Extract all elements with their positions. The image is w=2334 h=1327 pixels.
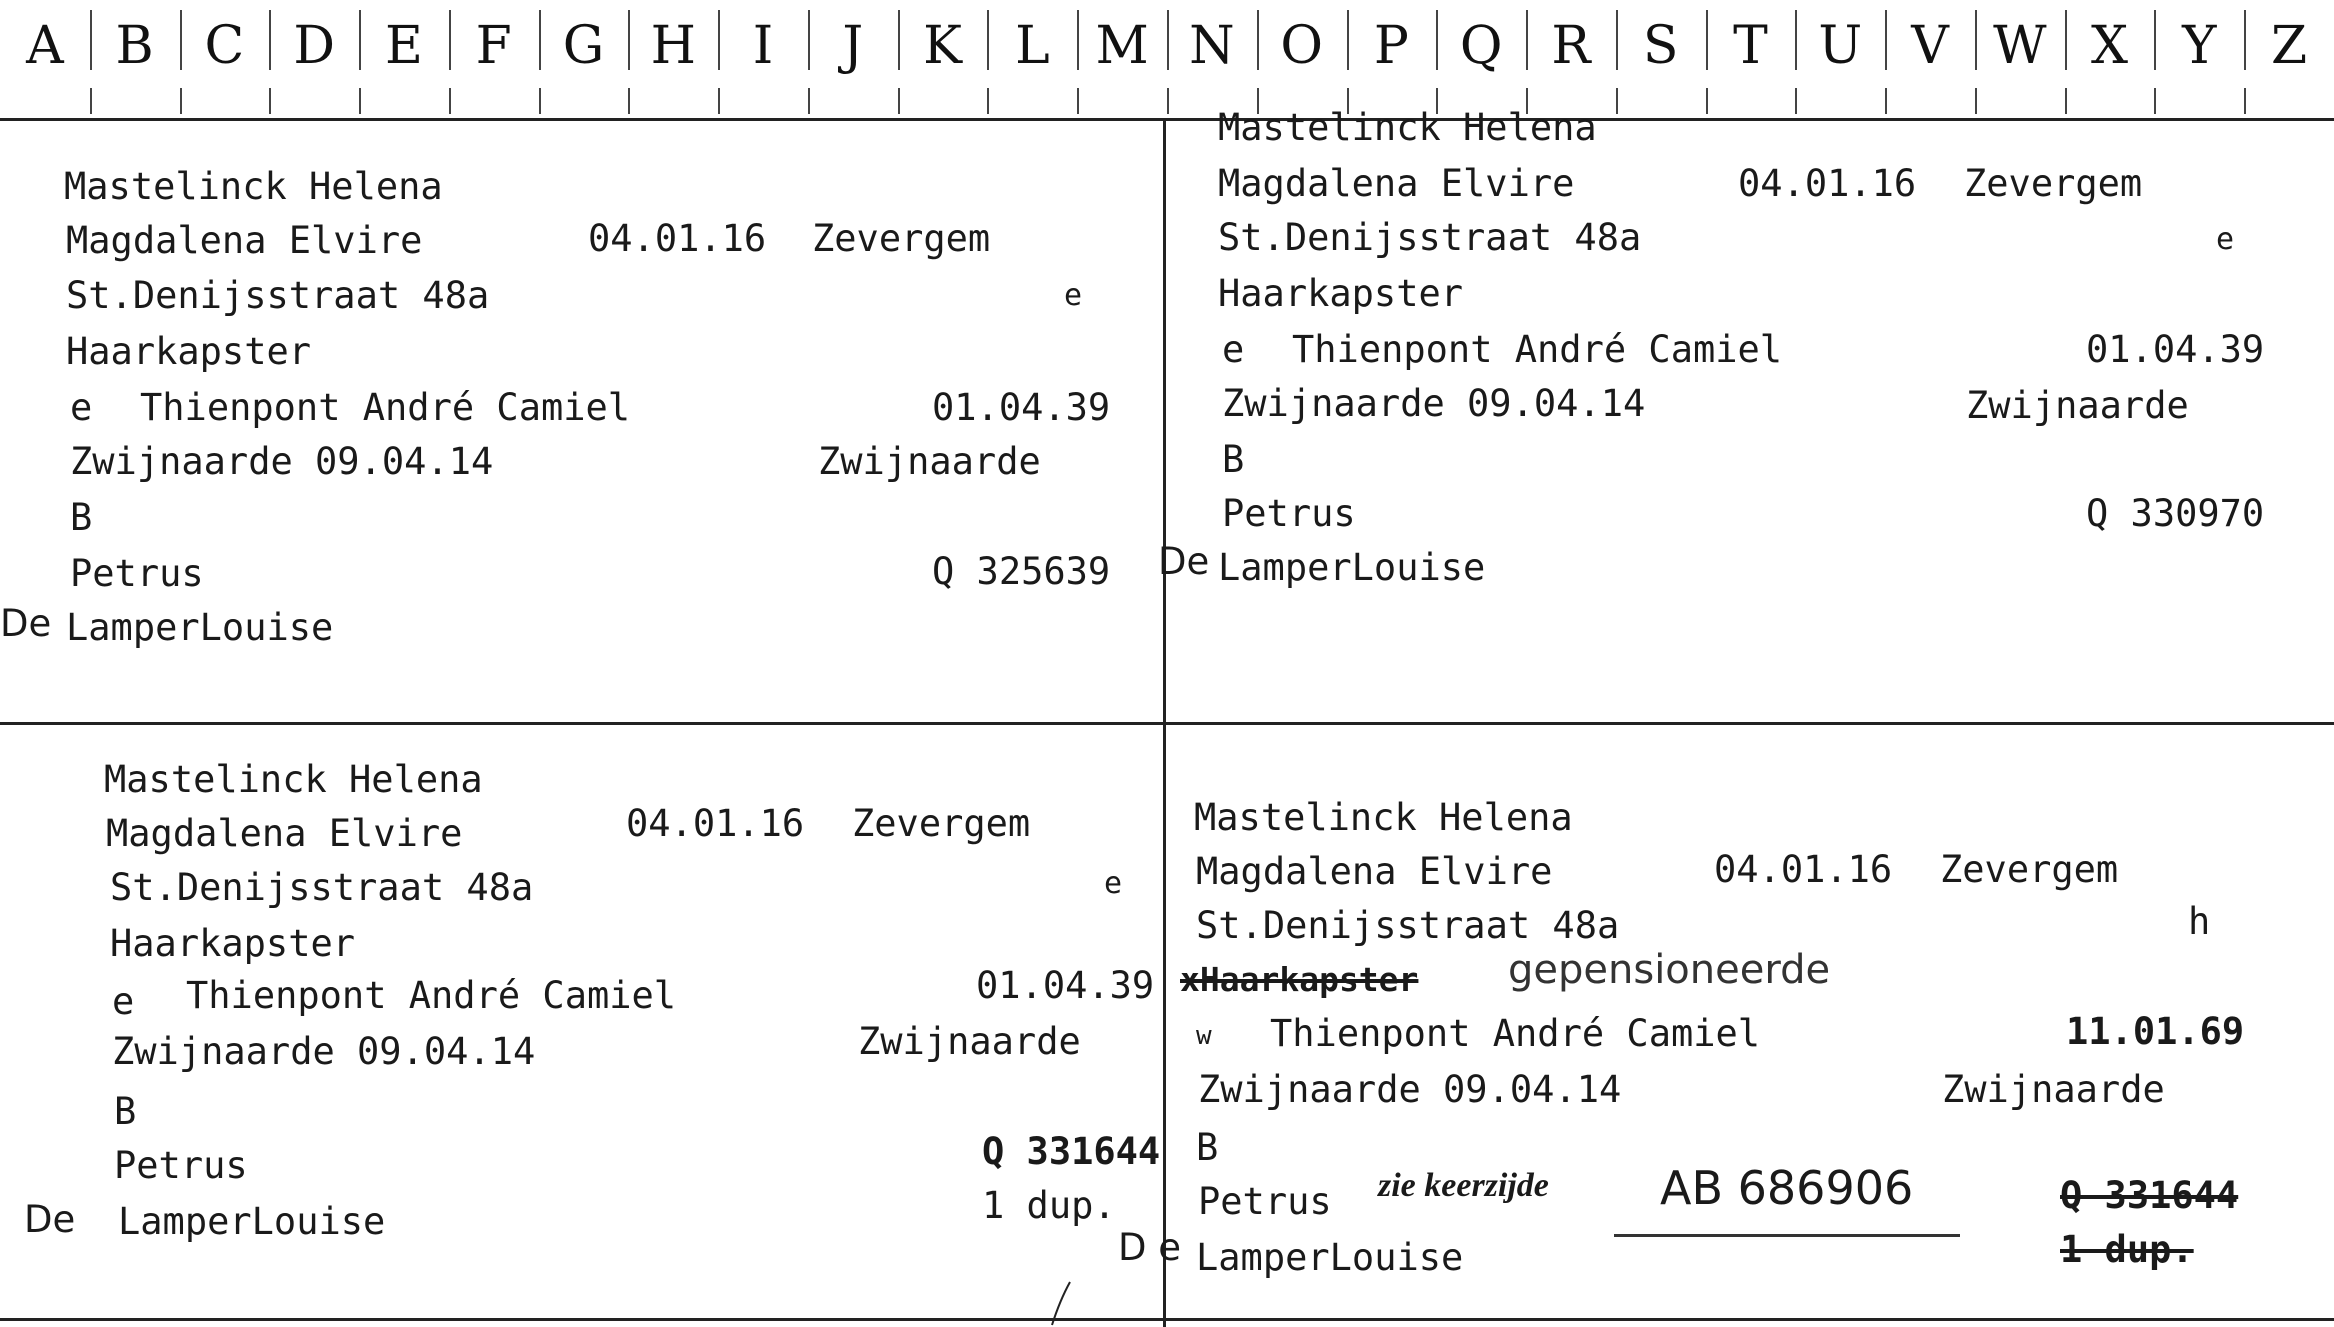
index-letter-m: M [1095, 16, 1149, 76]
card-code: B [1196, 1126, 1219, 1169]
index-letter-q: Q [1459, 16, 1503, 76]
index-separator [359, 10, 361, 70]
card-name-line2: Magdalena Elvire [66, 219, 423, 262]
card-birth-place: Zevergem [812, 217, 991, 260]
card-marital-mark: e [1064, 278, 1083, 313]
index-separator-lower [269, 88, 271, 114]
card-spouse-name: Thienpont André Camiel [1270, 1012, 1761, 1055]
card-birth-place: Zevergem [1940, 848, 2119, 891]
index-separator-lower [2154, 88, 2156, 114]
card-marriage-date: 11.01.69 [2066, 1010, 2245, 1053]
card-mother: LamperLouise [118, 1200, 386, 1243]
index-separator-lower [628, 88, 630, 114]
index-separator-lower [180, 88, 182, 114]
index-letter-s: S [1642, 16, 1679, 76]
index-separator [2065, 10, 2067, 70]
card-father: Petrus [1222, 492, 1356, 535]
card-name-line1: Mastelinck Helena [1218, 106, 1597, 149]
card-spouse-prefix: e [112, 980, 135, 1023]
card-marital-mark: e [2216, 222, 2235, 257]
index-separator-lower [359, 88, 361, 114]
index-letter-w: W [1993, 16, 2047, 76]
index-letter-u: U [1818, 16, 1863, 76]
index-separator-lower [1795, 88, 1797, 114]
card-spouse-birth: Zwijnaarde 09.04.14 [1198, 1068, 1622, 1111]
card-marriage-date: 01.04.39 [2086, 328, 2265, 371]
card-birth-date: 04.01.16 [1738, 162, 1917, 205]
index-separator [90, 10, 92, 70]
card-spouse-prefix: w [1196, 1021, 1212, 1051]
card-father: Petrus [114, 1144, 248, 1187]
index-separator-lower [1077, 88, 1079, 114]
index-separator [1706, 10, 1708, 70]
card-spouse-prefix: e [70, 386, 93, 429]
index-separator-lower [898, 88, 900, 114]
index-separator [1436, 10, 1438, 70]
card-mother-prefix: D e [1118, 1226, 1182, 1269]
index-letter-a: A [26, 16, 64, 76]
bottom-border [0, 1318, 2334, 1321]
card-name-line1: Mastelinck Helena [104, 758, 483, 801]
card-dup: 1 dup. [982, 1184, 1116, 1227]
card-marriage-date: 01.04.39 [976, 964, 1155, 1007]
card-marriage-date: 01.04.39 [932, 386, 1111, 429]
card-birth-date: 04.01.16 [626, 802, 805, 845]
index-separator-lower [1167, 88, 1169, 114]
card-number: Q 325639 [932, 550, 1111, 593]
index-letter-b: B [115, 16, 154, 76]
card-father: Petrus [1198, 1180, 1332, 1223]
card-number-struck: Q 331644 [2060, 1174, 2239, 1217]
index-separator [1167, 10, 1169, 70]
index-separator-lower [1975, 88, 1977, 114]
card-name-line1: Mastelinck Helena [1194, 796, 1573, 839]
card-dup-struck: 1 dup. [2060, 1228, 2194, 1271]
card-spouse-residence: Zwijnaarde [1942, 1068, 2165, 1111]
index-separator [1347, 10, 1349, 70]
index-separator-lower [449, 88, 451, 114]
index-letter-k: K [923, 16, 962, 76]
card-spouse-name: Thienpont André Camiel [1292, 328, 1783, 371]
card-mother: LamperLouise [1196, 1236, 1464, 1279]
ab-number-underline [1614, 1234, 1960, 1237]
index-separator [1975, 10, 1977, 70]
card-occupation: Haarkapster [66, 330, 312, 373]
index-letter-h: H [650, 16, 696, 76]
card-birth-date: 04.01.16 [588, 217, 767, 260]
index-separator-lower [718, 88, 720, 114]
card-birth-place: Zevergem [852, 802, 1031, 845]
index-separator [1616, 10, 1618, 70]
index-separator [1257, 10, 1259, 70]
index-letter-i: I [752, 16, 774, 76]
index-separator [718, 10, 720, 70]
index-letter-f: F [475, 16, 512, 76]
index-separator-lower [1885, 88, 1887, 114]
index-letter-y: Y [2182, 16, 2217, 76]
alphabet-index-strip [0, 0, 2334, 118]
card-code: B [1222, 438, 1245, 481]
card-spouse-prefix: e [1222, 328, 1245, 371]
card-marital-mark: e [1104, 866, 1123, 901]
card-spouse-residence: Zwijnaarde [818, 440, 1041, 483]
card-spouse-residence: Zwijnaarde [1966, 384, 2189, 427]
card-name-line1: Mastelinck Helena [64, 165, 443, 208]
index-separator [2244, 10, 2246, 70]
card-number: Q 330970 [2086, 492, 2265, 535]
index-separator-lower [539, 88, 541, 114]
index-letter-n: N [1189, 16, 1235, 76]
index-separator [2154, 10, 2156, 70]
index-letter-o: O [1280, 16, 1323, 76]
index-letter-j: J [842, 16, 864, 76]
card-address: St.Denijsstraat 48a [110, 866, 534, 909]
card-occupation: Haarkapster [110, 922, 356, 965]
card-birth-place: Zevergem [1964, 162, 2143, 205]
index-separator [628, 10, 630, 70]
index-letter-g: G [562, 16, 605, 76]
index-letter-r: R [1551, 16, 1591, 76]
index-letter-z: Z [2271, 16, 2308, 76]
index-separator-lower [2065, 88, 2067, 114]
index-separator-lower [90, 88, 92, 114]
card-marital-mark: h [2188, 900, 2211, 943]
index-letter-v: V [1911, 16, 1949, 76]
card-name-line2: Magdalena Elvire [1218, 162, 1575, 205]
index-separator [269, 10, 271, 70]
card-code: B [70, 496, 93, 539]
index-separator-lower [987, 88, 989, 114]
index-separator-lower [808, 88, 810, 114]
handwritten-note: zie keerzijde [1378, 1167, 1549, 1204]
index-separator-lower [1616, 88, 1618, 114]
card-mother-prefix: De [1158, 540, 1210, 583]
index-separator [180, 10, 182, 70]
card-address: St.Denijsstraat 48a [1218, 216, 1642, 259]
card-occupation: gepensioneerde [1508, 947, 1831, 993]
card-occupation: Haarkapster [1218, 272, 1464, 315]
card-spouse-name: Thienpont André Camiel [186, 974, 677, 1017]
card-number: Q 331644 [982, 1130, 1161, 1173]
pen-stroke-mark [1030, 1280, 1090, 1327]
card-father: Petrus [70, 552, 204, 595]
card-name-line2: Magdalena Elvire [106, 812, 463, 855]
card-mother: LamperLouise [66, 606, 334, 649]
card-birth-date: 04.01.16 [1714, 848, 1893, 891]
card-mother: LamperLouise [1218, 546, 1486, 589]
card-address: St.Denijsstraat 48a [1196, 904, 1620, 947]
index-separator [1885, 10, 1887, 70]
card-occupation-struck: xHaarkapster [1180, 960, 1419, 999]
index-separator [1526, 10, 1528, 70]
card-spouse-birth: Zwijnaarde 09.04.14 [70, 440, 494, 483]
index-separator [1077, 10, 1079, 70]
index-separator [449, 10, 451, 70]
index-separator [987, 10, 989, 70]
index-separator-lower [2244, 88, 2246, 114]
index-letter-l: L [1015, 16, 1050, 76]
index-letter-t: T [1733, 16, 1768, 76]
index-separator-lower [1706, 88, 1708, 114]
index-letter-e: E [384, 16, 423, 76]
card-spouse-birth: Zwijnaarde 09.04.14 [1222, 382, 1646, 425]
index-separator [808, 10, 810, 70]
index-separator [1795, 10, 1797, 70]
card-spouse-residence: Zwijnaarde [858, 1020, 1081, 1063]
card-horizontal-divider [0, 722, 2334, 725]
card-code: B [114, 1090, 137, 1133]
index-separator [898, 10, 900, 70]
ab-number: AB 686906 [1660, 1161, 1914, 1215]
index-letter-c: C [204, 16, 245, 76]
card-name-line2: Magdalena Elvire [1196, 850, 1553, 893]
card-spouse-birth: Zwijnaarde 09.04.14 [112, 1030, 536, 1073]
index-letter-p: P [1373, 16, 1409, 76]
card-mother-prefix: De [24, 1198, 76, 1241]
index-letter-x: X [2091, 16, 2129, 76]
card-address: St.Denijsstraat 48a [66, 274, 490, 317]
index-letter-d: D [293, 16, 336, 76]
card-mother-prefix: De [0, 602, 52, 645]
header-divider [0, 118, 2334, 121]
card-spouse-name: Thienpont André Camiel [140, 386, 631, 429]
index-separator [539, 10, 541, 70]
